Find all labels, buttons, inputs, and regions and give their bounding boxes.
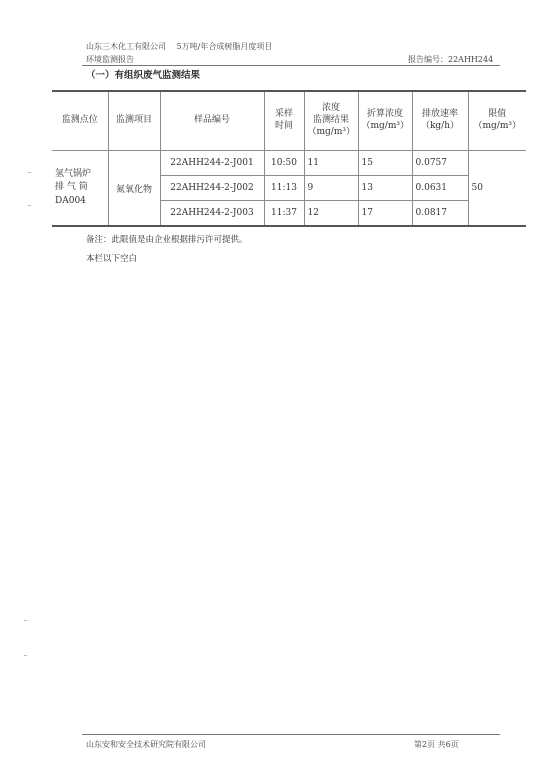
- rate-cell: 0.0631: [412, 176, 468, 201]
- concentration-cell: 12: [304, 201, 358, 227]
- header-sample-no: 样品编号: [160, 91, 264, 151]
- header-concentration: 浓度 监测结果 （mg/m³）: [304, 91, 358, 151]
- monitoring-point-cell: 氢气锅炉 排 气 筒 DA004: [52, 151, 108, 227]
- header-converted-concentration: 折算浓度 （mg/m³）: [358, 91, 412, 151]
- time-cell: 11:37: [264, 201, 304, 227]
- header-time: 采样 时间: [264, 91, 304, 151]
- header-limit: 限值 （mg/m³）: [468, 91, 526, 151]
- converted-cell: 13: [358, 176, 412, 201]
- header-divider: [82, 65, 500, 66]
- header-point: 监测点位: [52, 91, 108, 151]
- footer-divider: [82, 734, 500, 735]
- scan-mark: [28, 205, 31, 206]
- header-report-type: 环境监测报告: [86, 55, 134, 64]
- table-header-row: [52, 91, 526, 151]
- emission-results-table: [52, 90, 526, 227]
- concentration-cell: 11: [304, 151, 358, 176]
- sample-no-cell: 22AHH244-2-J002: [160, 176, 264, 201]
- table-row: [52, 151, 526, 176]
- footer-institute: 山东安和安全技术研究院有限公司: [86, 740, 206, 749]
- header-emission-rate: 排放速率 （kg/h）: [412, 91, 468, 151]
- converted-cell: 17: [358, 201, 412, 227]
- monitoring-item-cell: 氮氧化物: [108, 151, 160, 227]
- sample-no-cell: 22AHH244-2-J003: [160, 201, 264, 227]
- footer-page-number: 第2页 共6页: [414, 740, 459, 749]
- remark-note: 备注：此限值是由企业根据排污许可提供。: [86, 235, 248, 245]
- header-item: 监测项目: [108, 91, 160, 151]
- scan-mark: [24, 620, 27, 621]
- rate-cell: 0.0757: [412, 151, 468, 176]
- converted-cell: 15: [358, 151, 412, 176]
- header-company-project: 山东三木化工有限公司 5万吨/年合成树脂月度项目: [86, 42, 273, 51]
- concentration-cell: 9: [304, 176, 358, 201]
- scan-mark: [24, 655, 27, 656]
- time-cell: 10:50: [264, 151, 304, 176]
- scan-mark: [28, 172, 31, 173]
- header-report-number: 报告编号：22AHH244: [408, 55, 494, 64]
- rate-cell: 0.0817: [412, 201, 468, 227]
- section-title: （一）有组织废气监测结果: [86, 70, 201, 81]
- limit-cell: 50: [468, 151, 526, 227]
- time-cell: 11:13: [264, 176, 304, 201]
- blank-below-note: 本栏以下空白: [86, 254, 138, 264]
- sample-no-cell: 22AHH244-2-J001: [160, 151, 264, 176]
